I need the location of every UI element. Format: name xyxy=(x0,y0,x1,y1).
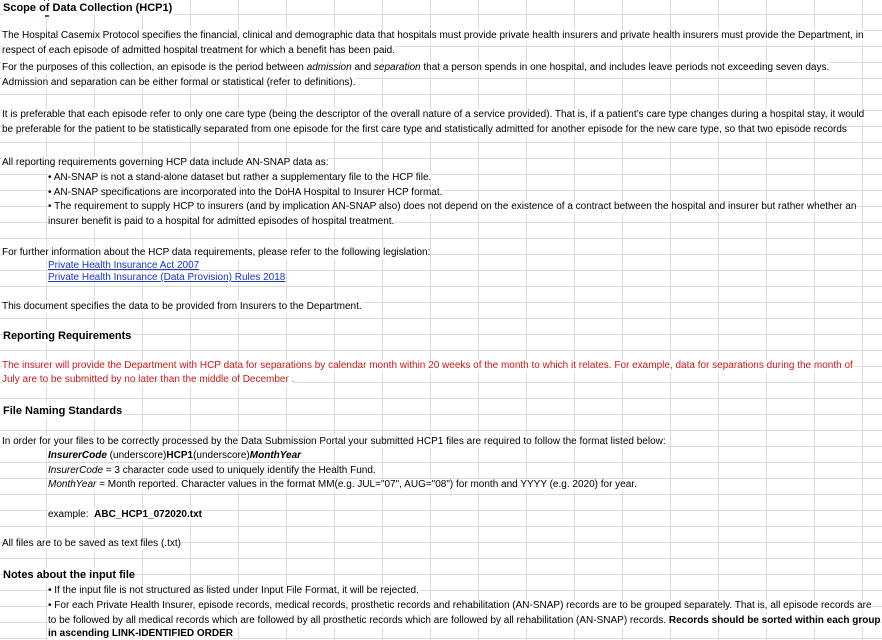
an-snap-intro: All reporting requirements governing HCP data include AN-SNAP data as: xyxy=(2,157,329,168)
link-data-provision-rules[interactable]: Private Health Insurance (Data Provision) Rules 2018 xyxy=(48,272,286,283)
document-scope-note: This document specifies the data to be provided from Insurers to the Department. xyxy=(2,301,362,312)
intro-paragraph-line1: The Hospital Casemix Protocol specifies the financial, clinical and demographic data that hospitals must provide private health insurers and private health insurers must provide the Department, in xyxy=(2,30,864,41)
reporting-requirement-line2: July are to be submitted by no later than the middle of December . xyxy=(2,374,295,385)
care-type-paragraph-line2: be preferable for the patient to be statistically separated from one episode for the first care type and statistically admitted for another episode for the new care type, so that two episode records xyxy=(2,124,847,135)
file-name-format: InsurerCode (underscore)HCP1(underscore)MonthYear xyxy=(48,450,302,461)
notes-bullet-1: • If the input file is not structured as listed under Input File Format, it will be rejected. xyxy=(48,585,419,596)
an-snap-bullet-3: • The requirement to supply HCP to insurers (and by implication AN-SNAP also) does not depend on the existence of a contract between the hospital and insurer but rather whether an xyxy=(48,201,857,212)
reporting-requirement-line1: The insurer will provide the Department with HCP data for separations by calendar month within 20 weeks of the month to which it relates. For example, data for separations during the month of xyxy=(2,360,853,371)
an-snap-bullet-2: • AN-SNAP specifications are incorporated into the DoHA Hospital to Insurer HCP format. xyxy=(48,187,443,198)
heading-file-naming-standards: File Naming Standards xyxy=(3,405,123,417)
legislation-intro: For further information about the HCP data requirements, please refer to the following legislation: xyxy=(2,247,431,258)
naming-intro: In order for your files to be correctly processed by the Data Submission Portal your submitted HCP1 files are required to follow the format listed below: xyxy=(2,436,666,447)
notes-bullet-2-line2: to be followed by all medical records which are followed by all prosthetic records which are followed by all rehabilitation (AN-SNAP) records. Records should be sorted within each group xyxy=(48,615,881,626)
an-snap-bullet-3-continued: insurer benefit is paid to a hospital for admitted episodes of hospital treatment. xyxy=(48,216,395,227)
episode-definition-line2: Admission and separation can be either formal or statistical (refer to definitions). xyxy=(2,77,356,88)
notes-bullet-2-line1: • For each Private Health Insurer, episode records, medical records, prosthetic records and rehabilitation (AN-SNAP) records are to be grouped separately. That is, all episode records are xyxy=(48,600,872,611)
episode-definition-line1: For the purposes of this collection, an episode is the period between admission and separation that a person spends in one hospital, and includes leave periods not exceeding seven days. xyxy=(2,62,830,73)
text-file-requirement: All files are to be saved as text files (.txt) xyxy=(2,538,181,549)
notes-bullet-2-line3: in ascending LINK-IDENTIFIED ORDER xyxy=(48,628,234,639)
an-snap-bullet-1: • AN-SNAP is not a stand-alone dataset but rather a supplementary file to the HCP file. xyxy=(48,172,432,183)
intro-paragraph-line2: respect of each episode of admitted hospital treatment for which a benefit has been paid. xyxy=(2,45,396,56)
page-title: Scope of Data Collection (HCP1) xyxy=(3,2,173,14)
insurer-code-definition: InsurerCode = 3 character code used to uniquely identify the Health Fund. xyxy=(48,465,376,476)
heading-notes-input-file: Notes about the input file xyxy=(3,569,135,581)
example-file-name: example: ABC_HCP1_072020.txt xyxy=(48,509,202,520)
heading-reporting-requirements: Reporting Requirements xyxy=(3,330,132,342)
link-private-health-insurance-act[interactable]: Private Health Insurance Act 2007 xyxy=(48,260,200,271)
care-type-paragraph-line1: It is preferable that each episode refer to only one care type (being the descriptor of the overall nature of a service provided). That is, if a patient’s care type changes during a hospital stay, it would xyxy=(2,109,865,120)
month-year-definition: MonthYear = Month reported. Character values in the format MM(e.g. JUL="07", AUG="08") for month and YYYY (e.g. 2020) for year. xyxy=(48,479,637,490)
